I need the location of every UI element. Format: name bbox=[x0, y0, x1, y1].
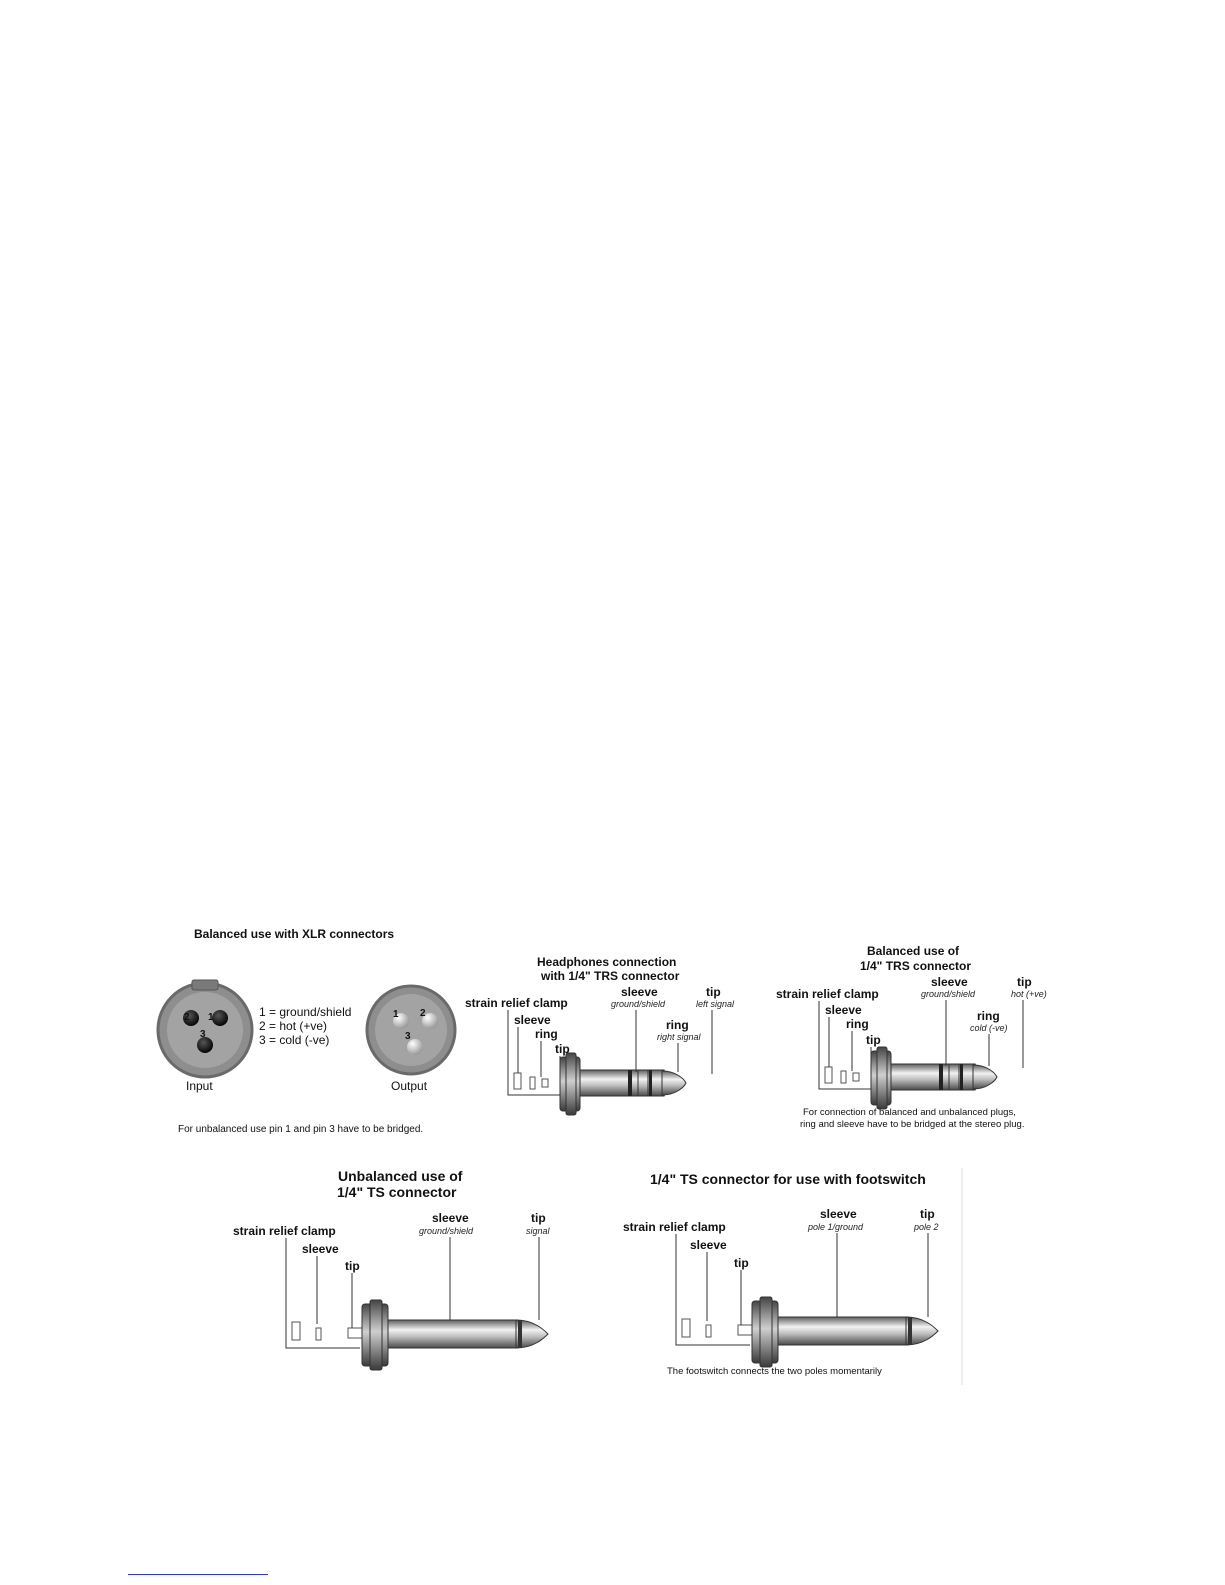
footswitch-ts-sleeve-left-label: sleeve bbox=[690, 1238, 727, 1252]
balanced-trs-ring-left-label: ring bbox=[846, 1017, 869, 1031]
balanced-trs-note-line1: For connection of balanced and unbalanced plugs, bbox=[803, 1107, 1016, 1118]
footswitch-ts-note: The footswitch connects the two poles momentarily bbox=[667, 1366, 882, 1377]
footswitch-ts-tip-label: tip bbox=[920, 1207, 935, 1221]
unbalanced-ts-strain-relief-label: strain relief clamp bbox=[233, 1224, 336, 1238]
headphones-tip-label: tip bbox=[706, 985, 721, 999]
headphones-trs-plug bbox=[508, 1053, 686, 1115]
footnote-separator bbox=[128, 1574, 268, 1575]
headphones-title-line1: Headphones connection bbox=[537, 955, 677, 969]
unbalanced-ts-section bbox=[233, 1168, 551, 1370]
unbalanced-ts-sleeve-label: sleeve bbox=[432, 1211, 469, 1225]
balanced-trs-title-line2: 1/4" TRS connector bbox=[860, 959, 972, 973]
footswitch-ts-tip-sub: pole 2 bbox=[914, 1222, 939, 1232]
xlr-input-label: Input bbox=[186, 1079, 213, 1093]
balanced-trs-tip-left-label: tip bbox=[866, 1033, 881, 1047]
balanced-trs-ring-sub: cold (-ve) bbox=[970, 1023, 1008, 1033]
footswitch-ts-section bbox=[623, 1168, 962, 1385]
xlr-title: Balanced use with XLR connectors bbox=[194, 927, 395, 941]
xlr-output-pin-1: 1 bbox=[393, 1009, 399, 1020]
headphones-sleeve-sub: ground/shield bbox=[611, 999, 666, 1009]
xlr-legend-pin3: 3 = cold (-ve) bbox=[259, 1033, 330, 1047]
headphones-sleeve-left-label: sleeve bbox=[514, 1013, 551, 1027]
footswitch-ts-sleeve-sub: pole 1/ground bbox=[808, 1222, 864, 1232]
headphones-tip-sub: left signal bbox=[696, 999, 735, 1009]
xlr-output-label: Output bbox=[391, 1079, 428, 1093]
balanced-trs-sleeve-sub: ground/shield bbox=[921, 989, 976, 999]
footswitch-ts-strain-relief-label: strain relief clamp bbox=[623, 1220, 726, 1234]
xlr-input-pin-2: 2 bbox=[184, 1012, 190, 1023]
unbalanced-ts-sleeve-sub: ground/shield bbox=[419, 1226, 474, 1236]
balanced-trs-note-line2: ring and sleeve have to be bridged at the stereo plug. bbox=[800, 1119, 1025, 1130]
xlr-input-pin-1: 1 bbox=[208, 1012, 214, 1023]
unbalanced-ts-sleeve-left-label: sleeve bbox=[302, 1242, 339, 1256]
balanced-trs-section bbox=[776, 944, 1047, 1130]
balanced-trs-sleeve-label: sleeve bbox=[931, 975, 968, 989]
headphones-ring-sub: right signal bbox=[657, 1032, 701, 1042]
balanced-trs-plug bbox=[819, 1047, 997, 1109]
headphones-strain-relief-label: strain relief clamp bbox=[465, 996, 568, 1010]
unbalanced-ts-title-line2: 1/4" TS connector bbox=[337, 1184, 457, 1200]
footswitch-ts-title: 1/4" TS connector for use with footswitch bbox=[650, 1171, 926, 1187]
balanced-trs-ring-label: ring bbox=[977, 1009, 1000, 1023]
unbalanced-ts-title-line1: Unbalanced use of bbox=[338, 1168, 463, 1184]
unbalanced-ts-tip-label: tip bbox=[531, 1211, 546, 1225]
unbalanced-ts-plug bbox=[286, 1300, 548, 1370]
xlr-input-pin-3: 3 bbox=[200, 1029, 206, 1040]
headphones-ring-left-label: ring bbox=[535, 1027, 558, 1041]
headphones-ring-label: ring bbox=[666, 1018, 689, 1032]
xlr-output-pin-2: 2 bbox=[420, 1008, 426, 1019]
xlr-output-pin-3: 3 bbox=[405, 1031, 411, 1042]
footswitch-ts-sleeve-label: sleeve bbox=[820, 1207, 857, 1221]
xlr-legend-pin1: 1 = ground/shield bbox=[259, 1005, 352, 1019]
unbalanced-ts-tip-sub: signal bbox=[526, 1226, 550, 1236]
headphones-sleeve-label: sleeve bbox=[621, 985, 658, 999]
balanced-trs-strain-relief-label: strain relief clamp bbox=[776, 987, 879, 1001]
balanced-trs-sleeve-left-label: sleeve bbox=[825, 1003, 862, 1017]
unbalanced-ts-tip-left-label: tip bbox=[345, 1259, 360, 1273]
headphones-trs-section bbox=[465, 955, 735, 1115]
headphones-tip-left-label: tip bbox=[555, 1042, 570, 1056]
footswitch-ts-tip-left-label: tip bbox=[734, 1256, 749, 1270]
headphones-title-line2: with 1/4" TRS connector bbox=[541, 969, 680, 983]
footswitch-ts-plug bbox=[676, 1297, 938, 1367]
xlr-section bbox=[158, 927, 455, 1135]
xlr-input-connector bbox=[158, 980, 252, 1077]
xlr-legend-pin2: 2 = hot (+ve) bbox=[259, 1019, 328, 1033]
xlr-note: For unbalanced use pin 1 and pin 3 have to be bridged. bbox=[178, 1124, 424, 1135]
balanced-trs-tip-sub: hot (+ve) bbox=[1011, 989, 1047, 999]
xlr-legend bbox=[259, 1005, 351, 1047]
balanced-trs-tip-label: tip bbox=[1017, 975, 1032, 989]
xlr-output-connector bbox=[367, 986, 455, 1074]
balanced-trs-title-line1: Balanced use of bbox=[867, 944, 960, 958]
